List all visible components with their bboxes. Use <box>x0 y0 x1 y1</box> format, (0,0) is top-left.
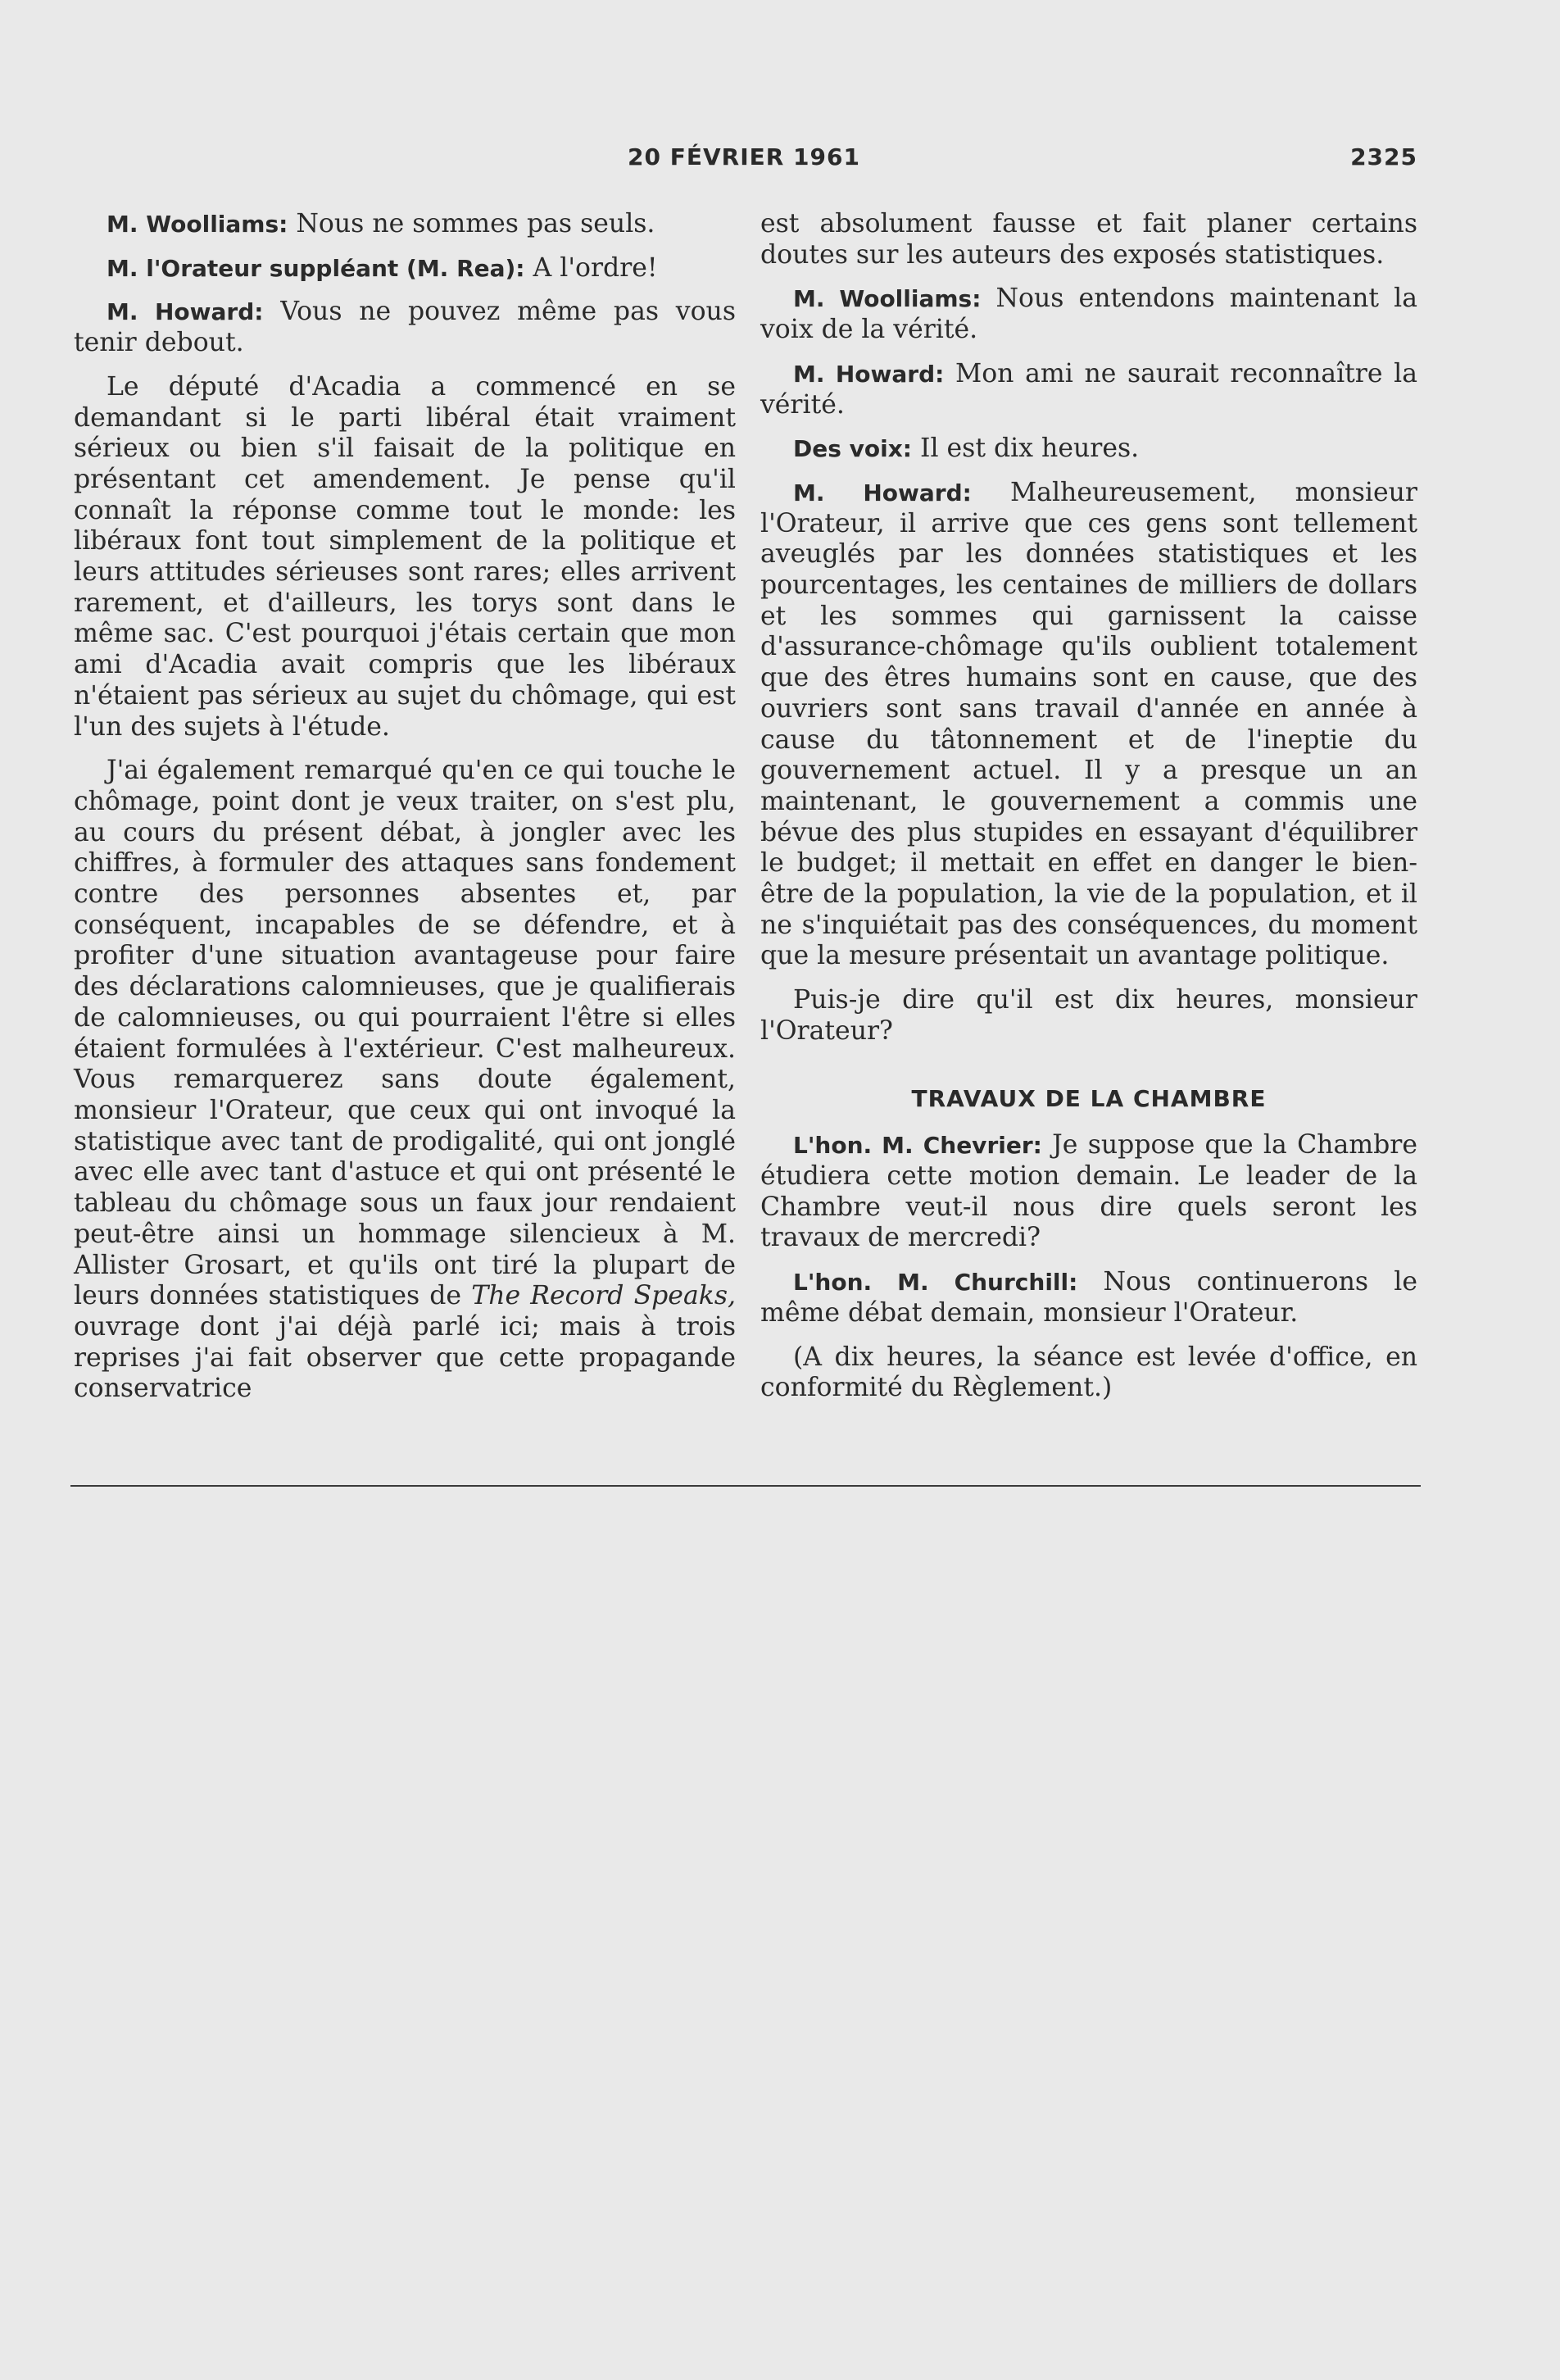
speaker-name: L'hon. M. Churchill: <box>793 1269 1078 1297</box>
paragraph <box>760 1130 1417 1254</box>
speech-text: est absolument fausse et fait planer certains doutes sur les auteurs des exposés statistiques. <box>760 209 1417 270</box>
section-heading: TRAVAUX DE LA CHAMBRE <box>911 1084 1267 1112</box>
speaker-name: M. l'Orateur suppléant (M. Rea): <box>107 254 525 282</box>
paragraph <box>760 1342 1417 1404</box>
paragraph <box>760 1267 1417 1329</box>
speech-text: Je suppose que la Chambre étudiera cette motion demain. Le leader de la Chambre veut-il nous dire quels seront les travaux de mercredi? <box>760 1130 1417 1253</box>
paragraph <box>760 478 1417 972</box>
speaker-name: M. Howard: <box>793 479 972 506</box>
speaker-name: Des voix: <box>793 435 912 463</box>
bottom-rule <box>70 1485 1421 1487</box>
speaker-name: M. Woolliams: <box>793 285 982 313</box>
paragraph <box>760 284 1417 345</box>
paragraph <box>74 372 736 743</box>
paragraph <box>74 253 736 284</box>
paragraph <box>74 756 736 1405</box>
right-column <box>760 209 1417 1417</box>
speech-text: (A dix heures, la séance est levée d'office, en conformité du Règlement.) <box>760 1342 1417 1403</box>
speech-text: Vous ne pouvez même pas vous tenir debout. <box>74 297 737 358</box>
left-column <box>74 209 736 1418</box>
speaker-name: L'hon. M. Chevrier: <box>793 1132 1042 1160</box>
speech-text: Nous continuerons le même débat demain, monsieur l'Orateur. <box>760 1267 1417 1328</box>
speaker-name: M. Howard: <box>107 298 264 326</box>
header-date: 20 FÉVRIER 1961 <box>628 143 860 170</box>
speech-text: J'ai également remarqué qu'en ce qui touche le chômage, point dont je veux traiter, on s'est plu, au cours du présent débat, à jongler avec les chiffres, à formuler des attaques sans fondement contre des personnes absentes et, par conséquent, incapables de se défendre, et à profiter d'une situation avantageuse pour faire des déclarations calomnieuses, que je qualifierais de calomnieuses, ou qui pourraient l'être si elles étaient formulées à l'extérieur. C'est malheureux. Vous remarquerez sans doute également, monsieur l'Orateur, que ceux qui ont invoqué la statistique avec tant de prodigalité, qui ont jonglé avec elle avec tant d'astuce et qui ont présenté le tableau du chômage sous un faux jour rendaient peut-être ainsi un hommage silencieux à M. Allister Grosart, et qu'ils ont tiré la plupart de leurs données statistiques de <box>74 756 736 1311</box>
continuation-paragraph <box>760 209 1417 270</box>
speech-text: Il est dix heures. <box>912 434 1140 464</box>
speech-text: Nous ne sommes pas seuls. <box>288 209 655 238</box>
speaker-name: M. Woolliams: <box>107 211 288 238</box>
speech-text: Puis-je dire qu'il est dix heures, monsieur l'Orateur? <box>760 985 1417 1046</box>
book-title: The Record Speaks, <box>471 1281 736 1311</box>
speech-text: A l'ordre! <box>524 252 658 283</box>
speaker-name: M. Howard: <box>793 360 945 388</box>
speech-text: Nous entendons maintenant la voix de la vérité. <box>760 284 1417 345</box>
speech-text: Malheureusement, monsieur l'Orateur, il arrive que ces gens sont tellement aveuglés par les données statistiques et les pourcentages, les centaines de milliers de dollars et les sommes qui garnissent la caisse d'assurance-chômage qu'ils oublient totalement que des êtres humains sont en cause, que des ouvriers sont sans travail d'année en année à cause du tâtonnement et de l'ineptie du gouvernement actuel. Il y a presque un an maintenant, le gouvernement a commis une bévue des plus stupides en essayant d'équilibrer le budget; il mettait en effet en danger le bien-être de la population, la vie de la population, et il ne s'inquiétait pas des conséquences, du moment que la mesure présentait un avantage politique. <box>760 477 1417 971</box>
paragraph <box>760 434 1417 465</box>
page-number: 2325 <box>1350 143 1417 170</box>
page-header <box>70 143 1417 184</box>
paragraph <box>74 209 736 240</box>
paragraph <box>74 297 736 358</box>
paragraph <box>760 359 1417 420</box>
paragraph <box>760 985 1417 1047</box>
speech-text: ouvrage dont j'ai déjà parlé ici; mais à trois reprises j'ai fait observer que cette propagande conservatrice <box>74 1311 736 1404</box>
speech-text: Le député d'Acadia a commencé en se demandant si le parti libéral était vraiment sérieux ou bien s'il faisait de la politique en présentant cet amendement. Je pense qu'il connaît la réponse comme tout le monde: les libéraux font tout simplement de la politique et leurs attitudes sérieuses sont rares; elles arrivent rarement, et d'ailleurs, les torys sont dans le même sac. C'est pourquoi j'étais certain que mon ami d'Acadia avait compris que les libéraux n'étaient pas sérieux au sujet du chômage, qui est l'un des sujets à l'étude. <box>74 371 736 742</box>
speech-text: Mon ami ne saurait reconnaître la vérité. <box>760 358 1417 420</box>
